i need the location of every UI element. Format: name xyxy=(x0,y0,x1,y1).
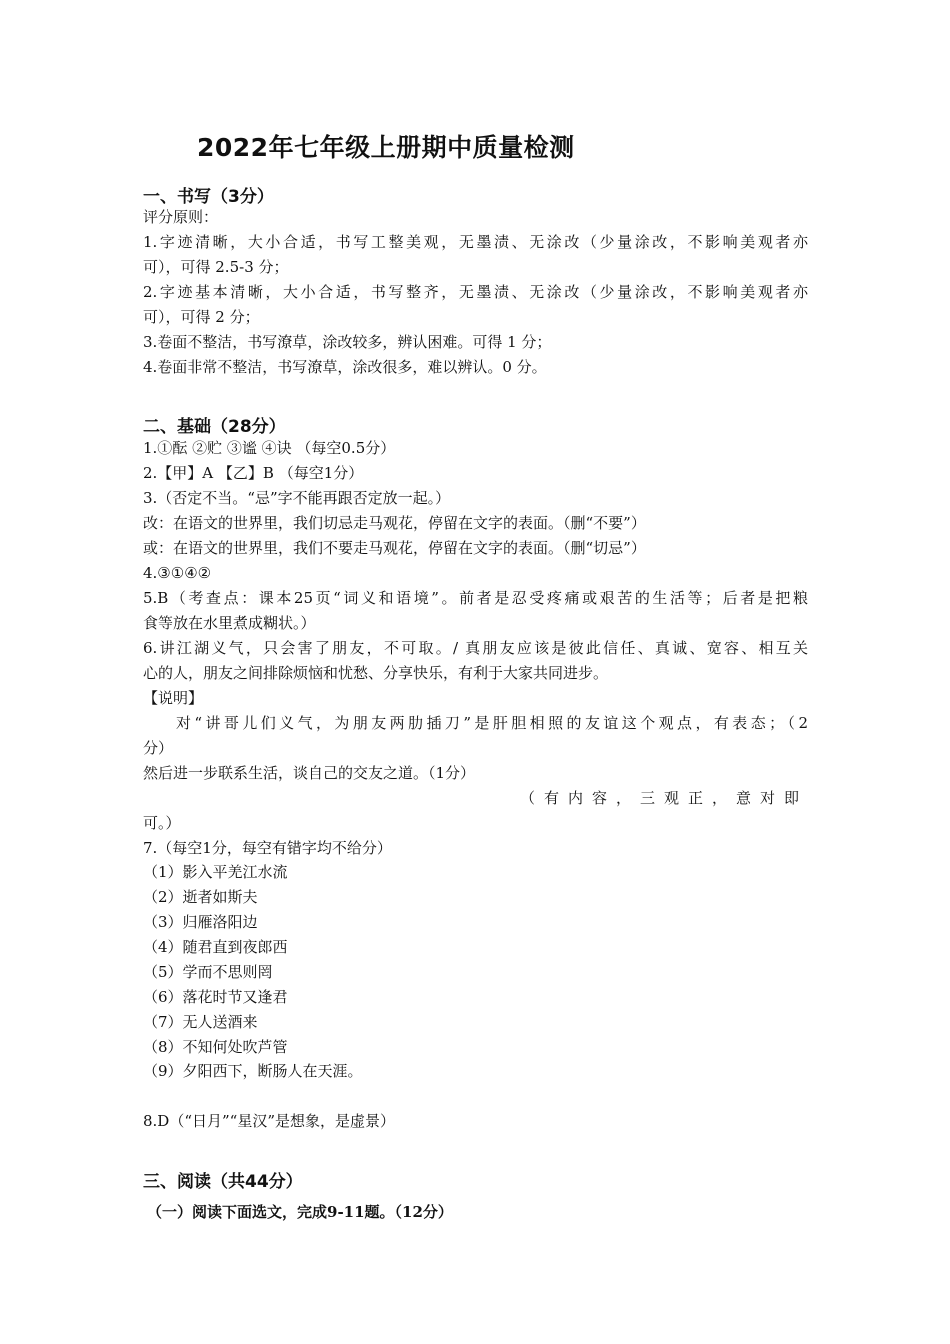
text-line: 6.讲江湖义气，只会害了朋友，不可取。/ 真朋友应该是彼此信任、真诚、宽容、相互关 xyxy=(143,639,808,657)
text-line: 3.卷面不整洁，书写潦草，涂改较多，辨认困难。可得 1 分； xyxy=(143,333,552,351)
text-line: 食等放在水里煮成糊状。） xyxy=(143,614,316,632)
text-line: 4.卷面非常不整洁，书写潦草，涂改很多，难以辨认。0 分。 xyxy=(143,358,547,376)
text-line: （4）随君直到夜郎西 xyxy=(143,938,288,956)
text-line: （1）影入平羌江水流 xyxy=(143,863,288,881)
text-line: 改：在语文的世界里，我们切忌走马观花，停留在文字的表面。（删“不要”） xyxy=(143,514,646,532)
section-subheading: （一）阅读下面选文，完成9-11题。（12分） xyxy=(147,1203,453,1221)
text-line: 可），可得 2 分； xyxy=(143,308,260,326)
text-line: 1.字迹清晰，大小合适，书写工整美观，无墨渍、无涂改（少量涂改，不影响美观者亦 xyxy=(143,233,808,251)
section-heading-writing: 一、书写（3分） xyxy=(143,187,274,207)
text-line: 评分原则： xyxy=(143,208,219,226)
text-line: （5）学而不思则罔 xyxy=(143,963,273,981)
text-line: 2.【甲】A 【乙】B （每空1分） xyxy=(143,464,364,482)
text-line: （7）无人送酒来 xyxy=(143,1013,258,1031)
text-line: （2）逝者如斯夫 xyxy=(143,888,258,906)
text-line: 8.D（“日月”“星汉”是想象，是虚景） xyxy=(143,1112,396,1130)
text-line: 或：在语文的世界里，我们不要走马观花，停留在文字的表面。（删“切忌”） xyxy=(143,539,646,557)
text-line: 对“讲哥儿们义气，为朋友两肋插刀”是肝胆相照的友谊这个观点，有表态；（2 xyxy=(176,714,808,732)
text-line: 心的人，朋友之间排除烦恼和忧愁、分享快乐，有利于大家共同进步。 xyxy=(143,664,609,682)
text-line: 7.（每空1分，每空有错字均不给分） xyxy=(143,839,392,857)
text-line: 2.字迹基本清晰，大小合适，书写整齐，无墨渍、无涂改（少量涂改，不影响美观者亦 xyxy=(143,283,808,301)
text-line: 分） xyxy=(143,739,174,757)
text-line: （9）夕阳西下，断肠人在天涯。 xyxy=(143,1062,363,1080)
text-line: 4.③①④② xyxy=(143,564,212,582)
text-line: 1.①酝 ②贮 ③谧 ④诀 （每空0.5分） xyxy=(143,439,396,457)
text-line: （有内容，三观正，意对即 xyxy=(519,789,808,807)
text-line: 然后进一步联系生活，谈自己的交友之道。（1分） xyxy=(143,764,476,782)
text-line: （6）落花时节又逢君 xyxy=(143,988,288,1006)
text-line: （3）归雁洛阳边 xyxy=(143,913,258,931)
section-heading-reading: 三、阅读（共44分） xyxy=(143,1172,303,1192)
text-line: 3.（否定不当。“忌”字不能再跟否定放一起。） xyxy=(143,489,451,507)
text-line: 可。） xyxy=(143,814,181,832)
text-line: 【说明】 xyxy=(143,689,204,707)
text-line: 可），可得 2.5-3 分； xyxy=(143,258,289,276)
text-line: 5.B（考查点：课本25页“词义和语境”。前者是忍受疼痛或艰苦的生活等；后者是把粮 xyxy=(143,589,808,607)
section-heading-basics: 二、基础（28分） xyxy=(143,417,286,437)
page-title: 2022年七年级上册期中质量检测 xyxy=(197,133,575,162)
text-line: （8）不知何处吹芦管 xyxy=(143,1038,288,1056)
